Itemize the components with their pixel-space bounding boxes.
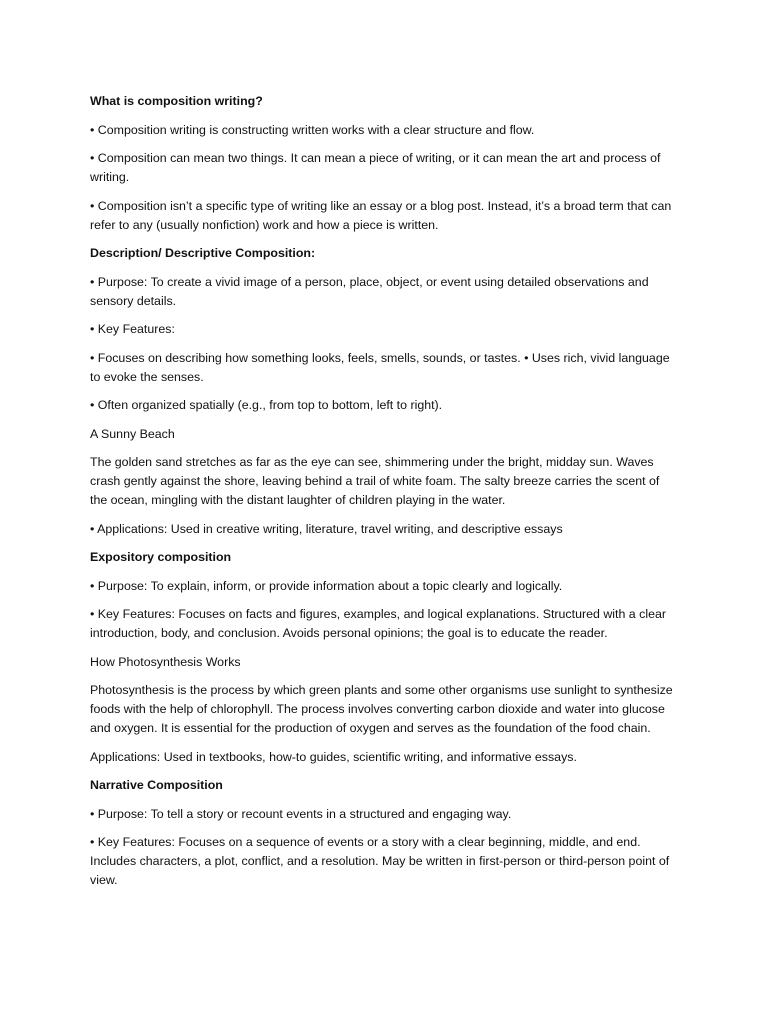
example-photosynthesis-text: Photosynthesis is the process by which green plants and some other organisms use sunlight to synthesize foods with the help of chlorophyll. The process involves converting carbon dioxide and water into glucose and oxygen. It is essential for the production of oxygen and serves as the foundation of the food chain. (90, 683, 673, 735)
heading-narrative: Narrative Composition (90, 778, 223, 792)
bullet-broad-term: • Composition isn’t a specific type of writing like an essay or a blog post. Instead, it’s a broad term that can refer to any (usually nonfiction) work and how a piece is written. (90, 198, 672, 232)
expository-key-features: • Key Features: Focuses on facts and figures, examples, and logical explanations. Structured with a clear introduction, body, and conclusion. Avoids personal opinions; the goal is to educate the reader. (90, 607, 666, 640)
descriptive-purpose: • Purpose: To create a vivid image of a person, place, object, or event using detailed observations and sensory details. (90, 274, 649, 308)
example-title-sunny-beach: A Sunny Beach (90, 426, 175, 441)
descriptive-organization: • Often organized spatially (e.g., from top to bottom, left to right). (90, 398, 443, 412)
document-body (90, 92, 680, 900)
bullet-two-meanings: • Composition can mean two things. It can mean a piece of writing, or it can mean the art and process of writing. (90, 151, 661, 184)
example-sunny-beach-text: The golden sand stretches as far as the eye can see, shimmering under the bright, midday sun. Waves crash gently against the shore, leaving behind a trail of white foam. The salty breeze carries the scent of the ocean, mingling with the distant laughter of children playing in the water. (90, 455, 660, 507)
narrative-purpose: • Purpose: To tell a story or recount events in a structured and engaging way. (90, 806, 512, 821)
heading-what-is-composition: What is composition writing? (90, 94, 263, 108)
expository-applications: Applications: Used in textbooks, how-to guides, scientific writing, and informative essays. (90, 749, 577, 764)
descriptive-focus: • Focuses on describing how something looks, feels, smells, sounds, or tastes. • Uses rich, vivid language to evoke the senses. (90, 350, 670, 384)
heading-expository: Expository composition (90, 550, 232, 564)
example-title-photosynthesis: How Photosynthesis Works (90, 654, 241, 669)
descriptive-applications: • Applications: Used in creative writing, literature, travel writing, and descriptive essays (90, 521, 563, 536)
narrative-key-features: • Key Features: Focuses on a sequence of events or a story with a clear beginning, middle, and end. Includes characters, a plot, conflict, and a resolution. May be written in first-person or third-person point of view. (90, 835, 670, 887)
heading-descriptive: Description/ Descriptive Composition: (90, 246, 316, 260)
bullet-definition: • Composition writing is constructing written works with a clear structure and flow. (90, 122, 535, 137)
expository-purpose: • Purpose: To explain, inform, or provide information about a topic clearly and logically. (90, 578, 563, 593)
descriptive-key-features: • Key Features: (90, 322, 175, 336)
